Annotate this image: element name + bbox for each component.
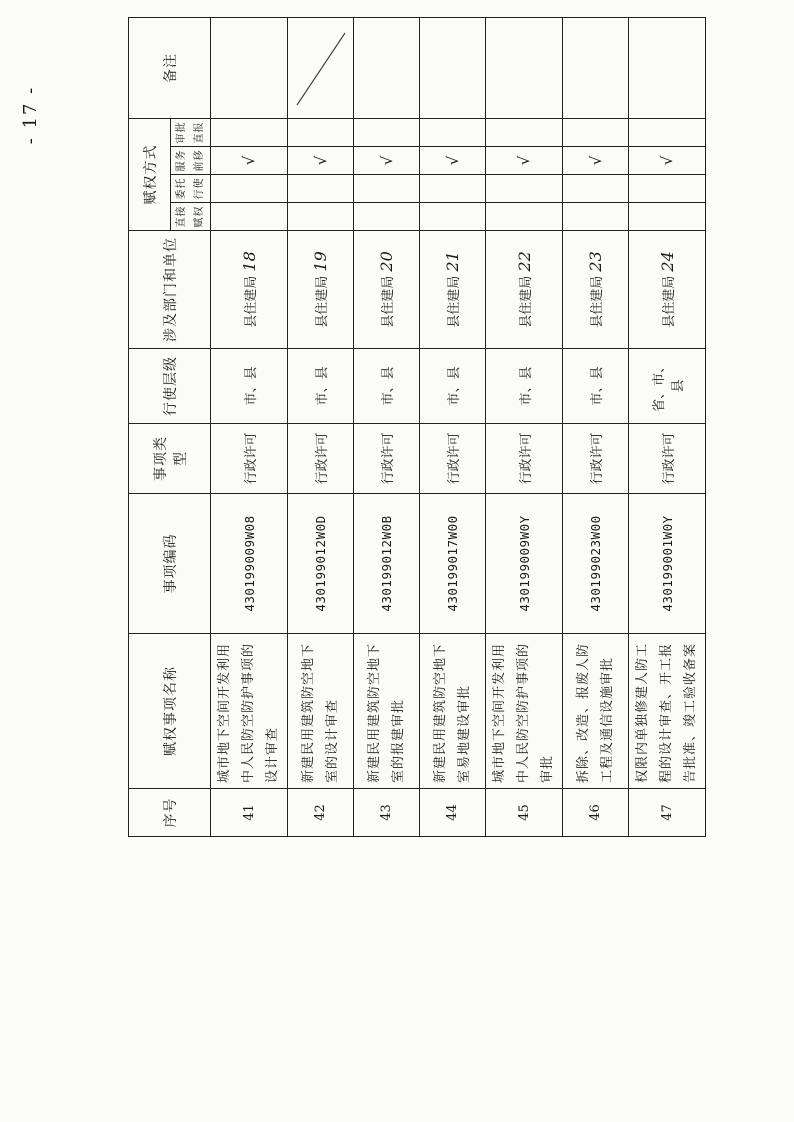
dept-name: 县住建局 [381, 275, 396, 328]
page-number: - 17 - [20, 85, 41, 145]
cell-mode-entrust [211, 175, 288, 203]
header-mode-entrust: 委托行使 [171, 175, 211, 203]
strike-line-icon [291, 23, 351, 113]
empowerment-table-container [128, 53, 698, 837]
cell-remark [288, 18, 354, 119]
cell-level: 市、县 [420, 349, 486, 424]
table-row [420, 18, 486, 837]
cell-mode-approve [563, 119, 629, 147]
table-row [563, 18, 629, 837]
header-level: 行使层级 [129, 349, 211, 424]
header-mode-service: 服务前移 [171, 147, 211, 175]
table-row [486, 18, 563, 837]
cell-remark [629, 18, 706, 119]
cell-name: 拆除、改造、报废人防工程及通信设施审批 [563, 634, 629, 789]
cell-mode-approve [486, 119, 563, 147]
handwritten-number: 20 [377, 251, 396, 272]
cell-mode-approve [420, 119, 486, 147]
header-name: 赋权事项名称 [129, 634, 211, 789]
header-no: 序号 [129, 789, 211, 837]
cell-mode-service: √ [288, 147, 354, 175]
cell-mode-entrust [354, 175, 420, 203]
cell-code: 430199017W00 [420, 494, 486, 634]
cell-remark [211, 18, 288, 119]
cell-no: 42 [288, 789, 354, 837]
cell-mode-service: √ [211, 147, 288, 175]
cell-no: 45 [486, 789, 563, 837]
cell-code: 430199001W0Y [629, 494, 706, 634]
cell-code: 430199009W0Y [486, 494, 563, 634]
cell-code: 430199023W00 [563, 494, 629, 634]
cell-code: 430199012W0B [354, 494, 420, 634]
cell-mode-direct [563, 203, 629, 231]
cell-dept [288, 231, 354, 349]
header-dept: 涉及部门和单位 [129, 231, 211, 349]
cell-mode-direct [629, 203, 706, 231]
header-mode-direct: 直接赋权 [171, 203, 211, 231]
cell-code: 430199012W0D [288, 494, 354, 634]
cell-type: 行政许可 [354, 424, 420, 494]
cell-no: 44 [420, 789, 486, 837]
cell-name: 城市地下空间开发利用中人民防空防护事项的设计审查 [211, 634, 288, 789]
cell-level: 市、县 [211, 349, 288, 424]
cell-mode-entrust [288, 175, 354, 203]
handwritten-number: 23 [586, 251, 605, 272]
cell-mode-direct [420, 203, 486, 231]
cell-mode-entrust [420, 175, 486, 203]
cell-mode-service: √ [486, 147, 563, 175]
cell-mode-entrust [486, 175, 563, 203]
header-remark: 备注 [129, 18, 211, 119]
cell-dept [563, 231, 629, 349]
handwritten-number: 21 [443, 251, 462, 272]
cell-name: 新建民用建筑防空地下室的报建审批 [354, 634, 420, 789]
cell-no: 47 [629, 789, 706, 837]
cell-mode-service: √ [563, 147, 629, 175]
dept-name: 县住建局 [518, 275, 534, 328]
cell-mode-approve [288, 119, 354, 147]
cell-level: 市、县 [354, 349, 420, 424]
cell-dept [211, 231, 288, 349]
cell-type: 行政许可 [420, 424, 486, 494]
table-body [211, 18, 706, 837]
cell-name: 新建民用建筑防空地下室易地建设审批 [420, 634, 486, 789]
cell-mode-approve [629, 119, 706, 147]
cell-level: 市、县 [486, 349, 563, 424]
dept-name: 县住建局 [590, 275, 605, 328]
cell-mode-entrust [629, 175, 706, 203]
cell-level: 省、市、县 [629, 349, 706, 424]
cell-mode-entrust [563, 175, 629, 203]
cell-mode-service: √ [629, 147, 706, 175]
cell-type: 行政许可 [629, 424, 706, 494]
handwritten-number: 22 [514, 251, 534, 272]
table-row [354, 18, 420, 837]
cell-level: 市、县 [288, 349, 354, 424]
table-row [288, 18, 354, 837]
header-mode: 赋权方式 [129, 119, 171, 231]
cell-level: 市、县 [563, 349, 629, 424]
cell-dept [354, 231, 420, 349]
cell-name: 权限内单独修建人防工程的设计审查、开工报告批准、竣工验收备案 [629, 634, 706, 789]
cell-mode-approve [211, 119, 288, 147]
cell-no: 46 [563, 789, 629, 837]
cell-mode-direct [211, 203, 288, 231]
cell-dept [486, 231, 563, 349]
cell-name: 新建民用建筑防空地下室的设计审查 [288, 634, 354, 789]
cell-type: 行政许可 [563, 424, 629, 494]
cell-dept [629, 231, 706, 349]
cell-remark [354, 18, 420, 119]
dept-name: 县住建局 [447, 275, 462, 328]
cell-remark [563, 18, 629, 119]
header-type: 事项类型 [129, 424, 211, 494]
handwritten-number: 24 [657, 251, 677, 272]
cell-mode-service: √ [420, 147, 486, 175]
cell-type: 行政许可 [288, 424, 354, 494]
dept-name: 县住建局 [661, 275, 677, 328]
cell-mode-direct [486, 203, 563, 231]
dept-name: 县住建局 [243, 275, 259, 328]
empowerment-table [128, 17, 706, 837]
cell-dept [420, 231, 486, 349]
cell-mode-service: √ [354, 147, 420, 175]
cell-code: 430199009W08 [211, 494, 288, 634]
cell-name: 城市地下空间开发利用中人民防空防护事项的审批 [486, 634, 563, 789]
handwritten-number: 19 [311, 251, 330, 272]
table-row [629, 18, 706, 837]
header-mode-approve: 审批直报 [171, 119, 211, 147]
cell-no: 41 [211, 789, 288, 837]
cell-type: 行政许可 [211, 424, 288, 494]
cell-remark [420, 18, 486, 119]
table-row [211, 18, 288, 837]
cell-remark [486, 18, 563, 119]
header-code: 事项编码 [129, 494, 211, 634]
cell-mode-direct [354, 203, 420, 231]
cell-type: 行政许可 [486, 424, 563, 494]
cell-no: 43 [354, 789, 420, 837]
dept-name: 县住建局 [315, 275, 330, 328]
cell-mode-approve [354, 119, 420, 147]
cell-mode-direct [288, 203, 354, 231]
handwritten-number: 18 [239, 251, 259, 272]
